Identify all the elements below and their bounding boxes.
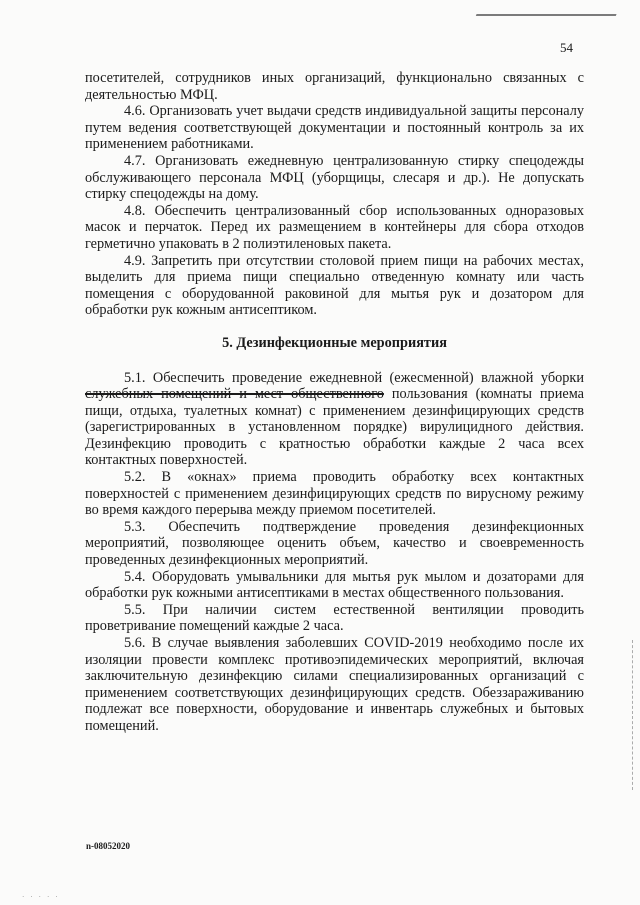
footer-document-code: n-08052020 [86, 841, 131, 851]
page-number: 54 [560, 40, 573, 55]
paragraph-5-5: 5.5. При наличии систем естественной вентиляции проводить проветривание помещений каждые 2 часа. [85, 601, 584, 635]
document-body [85, 70, 584, 735]
paragraph-4-7: 4.7. Организовать ежедневную централизованную стирку спецодежды обслуживающего персонала МФЦ (уборщицы, слесаря и др.). Не допускать стирку спецодежды на дому. [85, 152, 584, 203]
paragraph-5-1-start: 5.1. Обеспечить проведение ежедневной (ежесменной) влажной уборки [124, 369, 584, 386]
paragraph-5-1-struck-text: служебных помещений и мест общественного [85, 386, 384, 403]
header-fax-line [476, 4, 620, 16]
paragraph-5-1-end: пользования (комнаты приема пищи, отдыха, туалетных комнат) с применением дезинфицирующих средств (зарегистрированных в установленном порядке) вирулицидного действия. Дезинфекцию проводить с кратностью обработки каждые 2 часа всех контактных поверхностей. [85, 386, 584, 469]
paragraph-4-6: 4.6. Организовать учет выдачи средств индивидуальной защиты персоналу путем ведения соответствующей документации и постоянный контроль за их применением работниками. [85, 103, 584, 153]
paragraph-5-2: 5.2. В «окнах» приема проводить обработку всех контактных поверхностей с применением дезинфицирующих средств по вирусному режиму во время каждого перерыва между приемом посетителей. [85, 469, 584, 519]
paragraph-5-6: 5.6. В случае выявления заболевших COVID-2019 необходимо после их изоляции провести комплекс противоэпидемических мероприятий, включая заключительную дезинфекцию силами специализированных организаций с применением соответствующих дезинфицирующих средств. Обеззараживанию подлежат все поверхности, оборудование и инвентарь служебных и бытовых помещений. [85, 635, 584, 734]
paragraph-4-9: 4.9. Запретить при отсутствии столовой прием пищи на рабочих местах, выделить для приема пищи специально отведенную комнату или часть помещения с оборудованной раковиной для мытья рук и дозатором для обработки рук кожным антисептиком. [85, 252, 584, 319]
scan-artifact-dots: ····· [22, 893, 64, 901]
section-5-heading: 5. Дезинфекционные мероприятия [222, 334, 447, 351]
scan-margin-mark [632, 640, 634, 790]
paragraph-5-4: 5.4. Оборудовать умывальники для мытья рук мылом и дозаторами для обработки рук кожными антисептиками в местах общественного пользования. [85, 568, 584, 602]
paragraph-4-8: 4.8. Обеспечить централизованный сбор использованных одноразовых масок и перчаток. Перед их размещением в контейнеры для сбора отходов герметично упаковать в 2 полиэтиленовых пакета. [85, 202, 584, 252]
paragraph-4-5-continuation: посетителей, сотрудников иных организаций, функционально связанных с деятельностью МФЦ. [85, 70, 584, 103]
paragraph-5-1 [85, 370, 584, 470]
paragraph-5-3: 5.3. Обеспечить подтверждение проведения дезинфекционных мероприятий, позволяющее оценить объем, качество и своевременность проведенных дезинфекционных мероприятий. [85, 518, 584, 569]
